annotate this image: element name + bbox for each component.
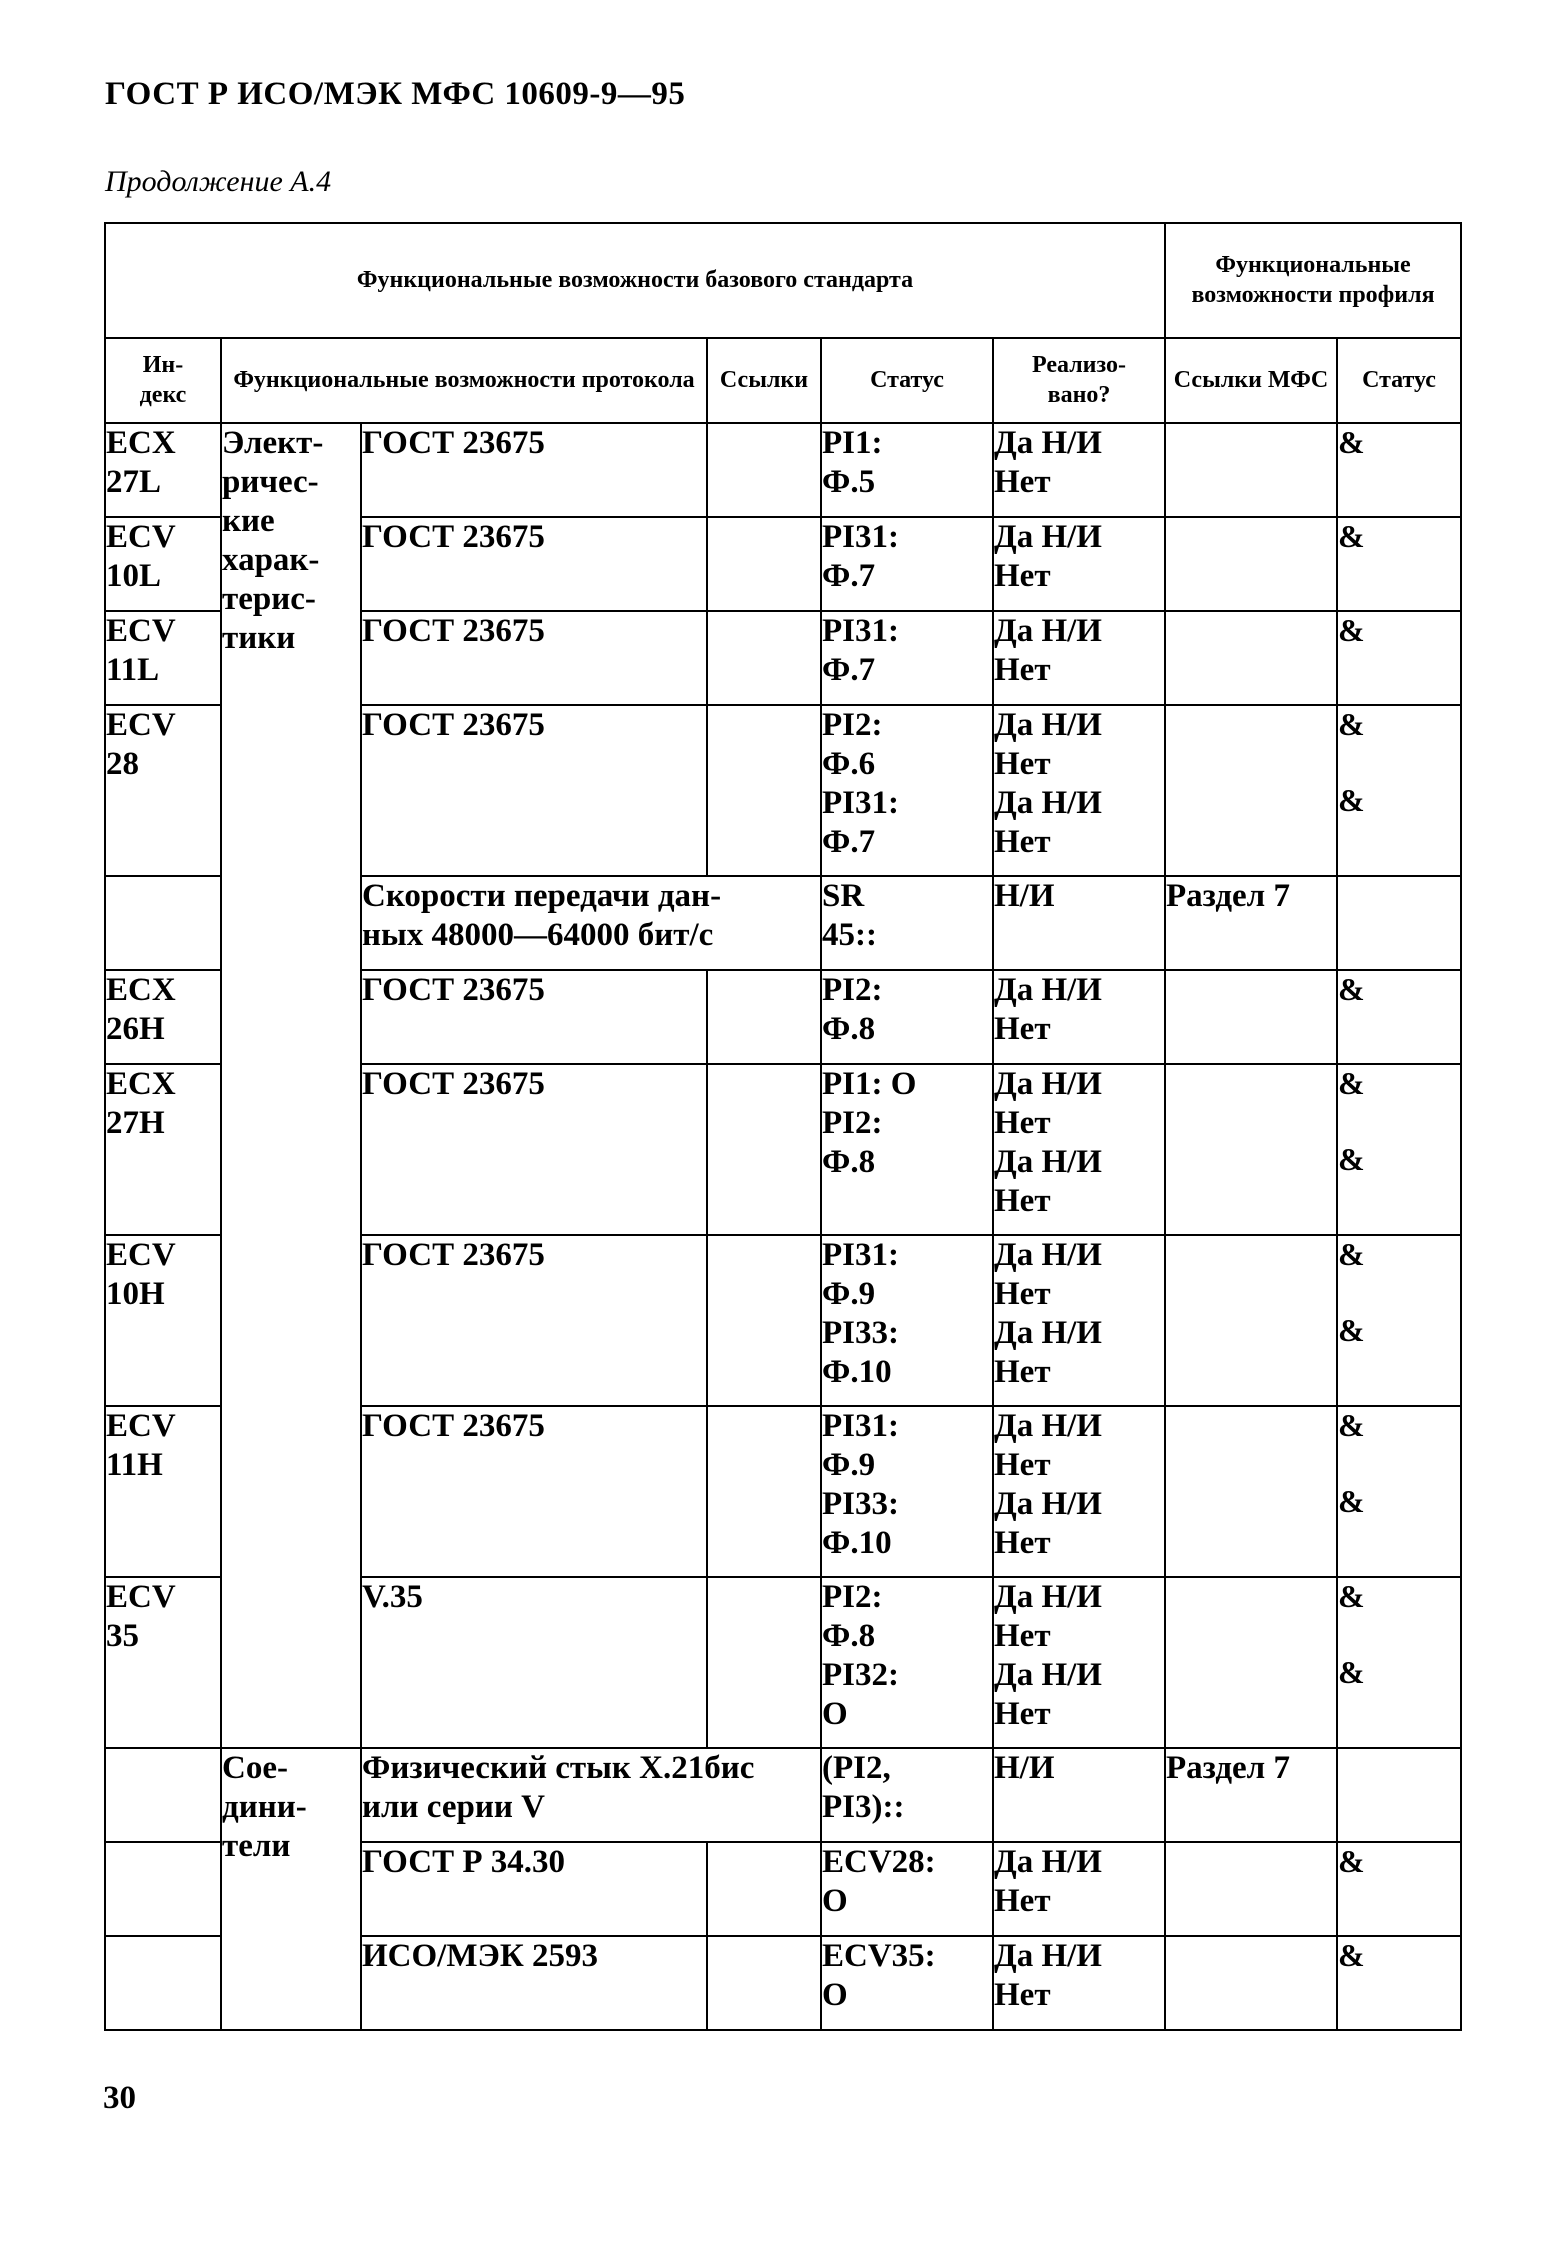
row-feature: ГОСТ Р 34.30	[361, 1842, 707, 1936]
row-profile-status: &	[1337, 517, 1461, 611]
col-mfs-references-header: Ссылки МФС	[1165, 338, 1337, 423]
row-implemented: Да Н/И Нет Да Н/И Нет	[993, 1064, 1165, 1235]
row-feature: Физический стык X.21бис или серии V	[361, 1748, 821, 1842]
row-feature: ГОСТ 23675	[361, 517, 707, 611]
col-protocol-features-header: Функциональные возможности протокола	[221, 338, 707, 423]
row-implemented: Да Н/И Нет	[993, 611, 1165, 705]
row-feature: ГОСТ 23675	[361, 970, 707, 1064]
col-references-header: Ссылки	[707, 338, 821, 423]
page-number: 30	[103, 2080, 136, 2116]
col-index-header: Ин- декс	[105, 338, 221, 423]
row-reference	[707, 1936, 821, 2030]
row-status: PI31: Ф.7	[821, 611, 993, 705]
column-header-row	[105, 338, 1461, 423]
row-feature: ГОСТ 23675	[361, 705, 707, 876]
row-status: ECV35: O	[821, 1936, 993, 2030]
row-index	[105, 1748, 221, 1842]
row-implemented: Да Н/И Нет Да Н/И Нет	[993, 1235, 1165, 1406]
row-feature: ГОСТ 23675	[361, 423, 707, 517]
table-row	[105, 423, 1461, 517]
row-status: PI2: Ф.8	[821, 970, 993, 1064]
row-reference	[707, 517, 821, 611]
row-profile-status	[1337, 876, 1461, 970]
row-reference	[707, 1235, 821, 1406]
document-header: ГОСТ Р ИСО/МЭК МФС 10609-9—95	[105, 76, 686, 112]
row-mfs-reference	[1165, 1064, 1337, 1235]
row-mfs-reference	[1165, 1936, 1337, 2030]
row-mfs-reference	[1165, 970, 1337, 1064]
row-status: PI31: Ф.9 PI33: Ф.10	[821, 1235, 993, 1406]
row-feature: Скорости передачи дан- ных 48000—64000 бит/с	[361, 876, 821, 970]
row-feature: ГОСТ 23675	[361, 1406, 707, 1577]
row-mfs-reference	[1165, 1577, 1337, 1748]
table-row	[105, 1748, 1461, 1842]
row-profile-status: &	[1337, 970, 1461, 1064]
row-reference	[707, 1064, 821, 1235]
row-implemented: Да Н/И Нет Да Н/И Нет	[993, 705, 1165, 876]
continuation-caption: Продолжение А.4	[105, 165, 332, 198]
row-mfs-reference	[1165, 1235, 1337, 1406]
row-profile-status: & &	[1337, 1577, 1461, 1748]
col-profile-status-header: Статус	[1337, 338, 1461, 423]
row-index: ECV 11H	[105, 1406, 221, 1577]
row-mfs-reference: Раздел 7	[1165, 876, 1337, 970]
row-status: SR 45::	[821, 876, 993, 970]
specification-table	[104, 222, 1462, 2031]
row-reference	[707, 423, 821, 517]
row-index: ECX 27L	[105, 423, 221, 517]
row-index: ECV 10L	[105, 517, 221, 611]
row-implemented: Да Н/И Нет	[993, 1842, 1165, 1936]
row-mfs-reference: Раздел 7	[1165, 1748, 1337, 1842]
row-index: ECX 27H	[105, 1064, 221, 1235]
row-reference	[707, 1577, 821, 1748]
row-mfs-reference	[1165, 1406, 1337, 1577]
row-profile-status: & &	[1337, 1406, 1461, 1577]
row-implemented: Да Н/И Нет	[993, 1936, 1165, 2030]
row-mfs-reference	[1165, 423, 1337, 517]
group-header-row	[105, 223, 1461, 338]
row-mfs-reference	[1165, 705, 1337, 876]
base-standard-header: Функциональные возможности базового стандарта	[105, 223, 1165, 338]
row-index: ECV 35	[105, 1577, 221, 1748]
row-feature: ГОСТ 23675	[361, 611, 707, 705]
row-status: PI1: Ф.5	[821, 423, 993, 517]
group-electrical-characteristics: Элект- ричес- кие харак- терис- тики	[221, 423, 361, 1748]
row-status: PI1: O PI2: Ф.8	[821, 1064, 993, 1235]
row-implemented: Н/И	[993, 1748, 1165, 1842]
row-index: ECV 11L	[105, 611, 221, 705]
row-profile-status: &	[1337, 1936, 1461, 2030]
row-mfs-reference	[1165, 611, 1337, 705]
group-connectors: Сое- дини- тели	[221, 1748, 361, 2030]
row-implemented: Да Н/И Нет Да Н/И Нет	[993, 1577, 1165, 1748]
profile-header: Функциональные возможности профиля	[1165, 223, 1461, 338]
row-index: ECV 28	[105, 705, 221, 876]
row-implemented: Да Н/И Нет	[993, 423, 1165, 517]
row-implemented: Да Н/И Нет	[993, 970, 1165, 1064]
row-mfs-reference	[1165, 1842, 1337, 1936]
row-index	[105, 876, 221, 970]
row-profile-status: & &	[1337, 705, 1461, 876]
row-status: PI2: Ф.6 PI31: Ф.7	[821, 705, 993, 876]
row-status: (PI2, PI3)::	[821, 1748, 993, 1842]
col-implemented-header: Реализо- вано?	[993, 338, 1165, 423]
row-reference	[707, 611, 821, 705]
row-index	[105, 1936, 221, 2030]
row-mfs-reference	[1165, 517, 1337, 611]
row-profile-status: &	[1337, 611, 1461, 705]
col-status-header: Статус	[821, 338, 993, 423]
row-feature: V.35	[361, 1577, 707, 1748]
row-index: ECV 10H	[105, 1235, 221, 1406]
row-implemented: Н/И	[993, 876, 1165, 970]
row-profile-status: &	[1337, 1842, 1461, 1936]
row-status: PI2: Ф.8 PI32: O	[821, 1577, 993, 1748]
row-index: ECX 26H	[105, 970, 221, 1064]
row-implemented: Да Н/И Нет Да Н/И Нет	[993, 1406, 1165, 1577]
row-profile-status	[1337, 1748, 1461, 1842]
row-implemented: Да Н/И Нет	[993, 517, 1165, 611]
row-feature: ИСО/МЭК 2593	[361, 1936, 707, 2030]
row-status: ECV28: O	[821, 1842, 993, 1936]
row-profile-status: &	[1337, 423, 1461, 517]
row-status: PI31: Ф.7	[821, 517, 993, 611]
row-profile-status: & &	[1337, 1064, 1461, 1235]
row-feature: ГОСТ 23675	[361, 1064, 707, 1235]
row-reference	[707, 705, 821, 876]
row-reference	[707, 1406, 821, 1577]
row-reference	[707, 970, 821, 1064]
row-feature: ГОСТ 23675	[361, 1235, 707, 1406]
row-reference	[707, 1842, 821, 1936]
row-index	[105, 1842, 221, 1936]
row-profile-status: & &	[1337, 1235, 1461, 1406]
row-status: PI31: Ф.9 PI33: Ф.10	[821, 1406, 993, 1577]
